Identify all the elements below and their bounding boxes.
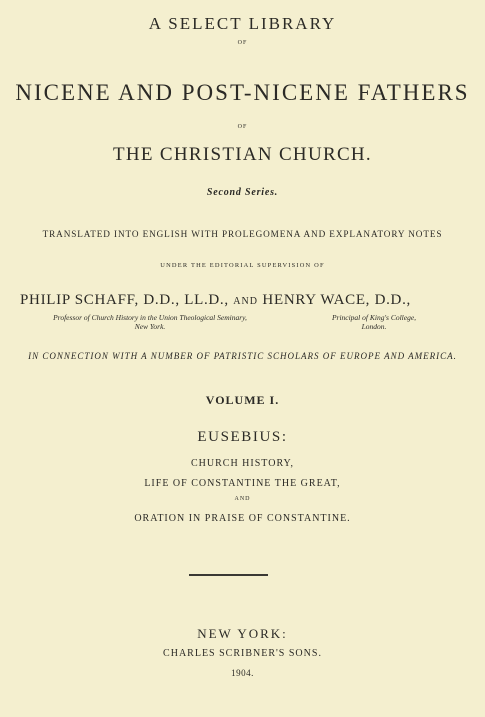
series-title: A SELECT LIBRARY <box>148 14 337 33</box>
main-title: NICENE AND POST-NICENE FATHERS <box>15 80 470 105</box>
editors-and: AND <box>233 296 258 307</box>
work-life-of-constantine: LIFE OF CONSTANTINE THE GREAT, <box>144 478 341 489</box>
editor-2-affiliation-line-2: London. <box>361 322 387 331</box>
imprint-year: 1904. <box>231 668 254 678</box>
imprint-publisher: CHARLES SCRIBNER'S SONS. <box>163 648 322 659</box>
volume-label: VOLUME I. <box>205 393 280 407</box>
editor-2-affiliation <box>300 313 448 331</box>
editor-2-name: HENRY WACE, D.D., <box>262 292 411 308</box>
divider-rule <box>189 574 268 576</box>
supervision-note: UNDER THE EDITORIAL SUPERVISION OF <box>160 262 325 269</box>
editor-1-affiliation-line-1: Professor of Church History in the Union Theological Seminary, <box>53 313 247 322</box>
of-connector-2: OF <box>237 124 248 130</box>
church-title: THE CHRISTIAN CHURCH. <box>112 144 372 165</box>
imprint-place: NEW YORK: <box>197 626 288 641</box>
translation-note: TRANSLATED INTO ENGLISH WITH PROLEGOMENA AND EXPLANATORY NOTES <box>42 229 443 239</box>
connection-note: IN CONNECTION WITH A NUMBER OF PATRISTIC SCHOLARS OF EUROPE AND AMERICA. <box>28 351 457 361</box>
editor-1-affiliation <box>15 313 285 331</box>
work-church-history: CHURCH HISTORY, <box>191 458 294 469</box>
author-name: EUSEBIUS: <box>197 429 288 445</box>
works-and: AND <box>234 496 251 502</box>
editor-1-name: PHILIP SCHAFF, D.D., LL.D., <box>20 292 229 308</box>
editors-line <box>20 292 468 309</box>
of-connector-1: OF <box>237 40 248 46</box>
editor-2-affiliation-line-1: Principal of King's College, <box>331 313 417 322</box>
work-oration: ORATION IN PRAISE OF CONSTANTINE. <box>134 513 351 524</box>
editor-1-affiliation-line-2: New York. <box>134 322 166 331</box>
series-label: Second Series. <box>206 187 279 198</box>
